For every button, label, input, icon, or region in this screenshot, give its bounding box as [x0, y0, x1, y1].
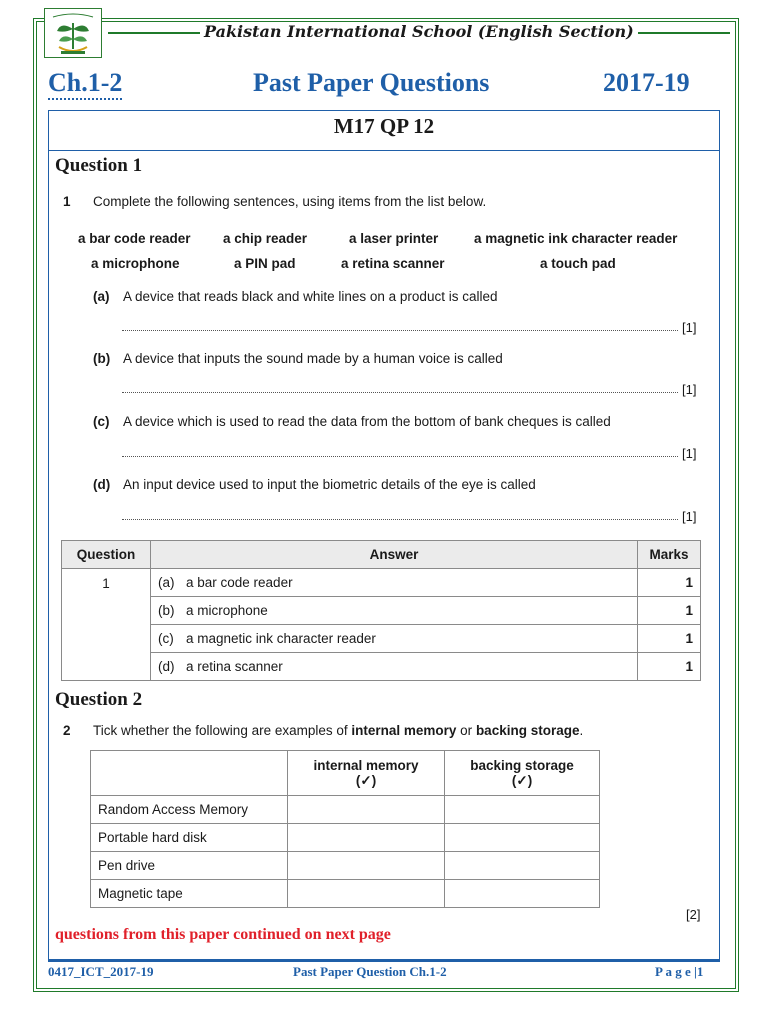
part-text: A device which is used to read the data from the bottom of bank cheques is called: [123, 414, 611, 429]
item-label: Portable hard disk: [91, 824, 288, 852]
answer-cell: [151, 597, 638, 625]
option-item: a magnetic ink character reader: [474, 231, 678, 246]
tick-cell-backing[interactable]: [445, 796, 600, 824]
question-2-heading: Question 2: [55, 689, 143, 710]
tick-cell-internal[interactable]: [288, 796, 445, 824]
page-number: 1: [696, 964, 704, 979]
answer-line[interactable]: [122, 330, 678, 331]
tick-cell-backing[interactable]: [445, 824, 600, 852]
part-label: (c): [93, 414, 110, 429]
footer-code: 0417_ICT_2017-19: [48, 964, 154, 979]
answer-cell: [151, 625, 638, 653]
tick-cell-backing[interactable]: [445, 852, 600, 880]
option-item: a laser printer: [349, 231, 439, 246]
option-item: a bar code reader: [78, 231, 191, 246]
term-backing-storage: backing storage: [475, 723, 580, 738]
part-mark: [1]: [682, 320, 697, 335]
question-2-number: 2: [63, 723, 71, 738]
col-header-internal-memory: [288, 751, 445, 796]
answer-line[interactable]: [122, 519, 678, 520]
answer-cell: [151, 569, 638, 597]
footer-title: Past Paper Question Ch.1-2: [293, 964, 447, 979]
part-label: (d): [93, 477, 111, 492]
part-text: A device that reads black and white lines on a product is called: [123, 289, 498, 304]
term-internal-memory: internal memory: [351, 723, 457, 738]
answer-text: a magnetic ink character reader: [186, 631, 376, 646]
page-word: P a g e: [655, 964, 691, 979]
option-item: a touch pad: [540, 256, 616, 271]
part-label: (d): [158, 659, 175, 674]
table-row: [62, 653, 701, 681]
question-1-number: 1: [63, 194, 71, 209]
answer-text: a bar code reader: [186, 575, 293, 590]
option-item: a chip reader: [223, 231, 308, 246]
continued-note: questions from this paper continued on next page: [55, 926, 391, 943]
option-item: a microphone: [91, 256, 180, 271]
school-logo: [44, 8, 102, 58]
tick-cell-internal[interactable]: [288, 852, 445, 880]
question-1-instruction: Complete the following sentences, using items from the list below.: [93, 194, 487, 209]
instruction-text: Tick whether the following are examples of: [93, 723, 352, 738]
tick-table: [90, 750, 600, 908]
paper-code-divider: [48, 150, 720, 151]
tick-cell-internal[interactable]: [288, 880, 445, 908]
table-row: [91, 824, 600, 852]
answer-text: a microphone: [186, 603, 268, 618]
option-item: a retina scanner: [341, 256, 445, 271]
header-text: internal memory: [313, 757, 419, 773]
col-header-backing-storage: [445, 751, 600, 796]
footer-page: P a g e |1: [655, 964, 704, 979]
marks-cell: 1: [638, 597, 701, 625]
part-label: (a): [158, 575, 175, 590]
question-part-b: [93, 351, 503, 366]
page-title: Past Paper Questions: [253, 68, 490, 97]
mark-scheme-table: [61, 540, 701, 681]
part-label: (a): [93, 289, 110, 304]
part-text: A device that inputs the sound made by a human voice is called: [123, 351, 503, 366]
table-row: [91, 852, 600, 880]
option-item: a PIN pad: [234, 256, 296, 271]
answer-text: a retina scanner: [186, 659, 283, 674]
question-2-mark: [2]: [686, 907, 701, 922]
item-label: Magnetic tape: [91, 880, 288, 908]
marks-cell: 1: [638, 625, 701, 653]
question-part-a: [93, 289, 497, 304]
answer-line[interactable]: [122, 456, 678, 457]
instruction-text: or: [456, 723, 476, 738]
col-header-marks: Marks: [638, 541, 701, 569]
tick-hint: (✓): [355, 772, 377, 788]
question-number-cell: 1: [62, 569, 151, 681]
question-2-instruction: [93, 723, 583, 738]
table-row: [62, 625, 701, 653]
table-row: [62, 597, 701, 625]
part-mark: [1]: [682, 509, 697, 524]
part-label: (c): [158, 631, 174, 646]
footer-rule: [48, 960, 720, 962]
part-label: (b): [93, 351, 111, 366]
question-1-heading: Question 1: [55, 155, 143, 176]
chapter-label: Ch.1-2: [48, 68, 122, 100]
tick-hint: (✓): [511, 772, 533, 788]
question-part-d: [93, 477, 536, 492]
col-header-answer: Answer: [151, 541, 638, 569]
header-text: backing storage: [470, 757, 574, 773]
marks-cell: 1: [638, 653, 701, 681]
school-name: Pakistan International School (English Section): [200, 22, 638, 41]
question-part-c: [93, 414, 611, 429]
part-mark: [1]: [682, 446, 697, 461]
col-header-question: Question: [62, 541, 151, 569]
answer-line[interactable]: [122, 392, 678, 393]
tick-cell-backing[interactable]: [445, 880, 600, 908]
part-mark: [1]: [682, 382, 697, 397]
tick-cell-internal[interactable]: [288, 824, 445, 852]
instruction-text: .: [579, 723, 584, 738]
part-text: An input device used to input the biometric details of the eye is called: [123, 477, 536, 492]
answer-cell: [151, 653, 638, 681]
table-row: [91, 796, 600, 824]
year-range: 2017-19: [603, 68, 690, 97]
table-row: [62, 569, 701, 597]
item-label: Pen drive: [91, 852, 288, 880]
item-label: Random Access Memory: [91, 796, 288, 824]
paper-code: M17 QP 12: [333, 114, 435, 138]
table-row: [91, 880, 600, 908]
blank-header: [91, 751, 288, 796]
part-label: (b): [158, 603, 175, 618]
school-crest-icon: [45, 9, 101, 57]
marks-cell: 1: [638, 569, 701, 597]
